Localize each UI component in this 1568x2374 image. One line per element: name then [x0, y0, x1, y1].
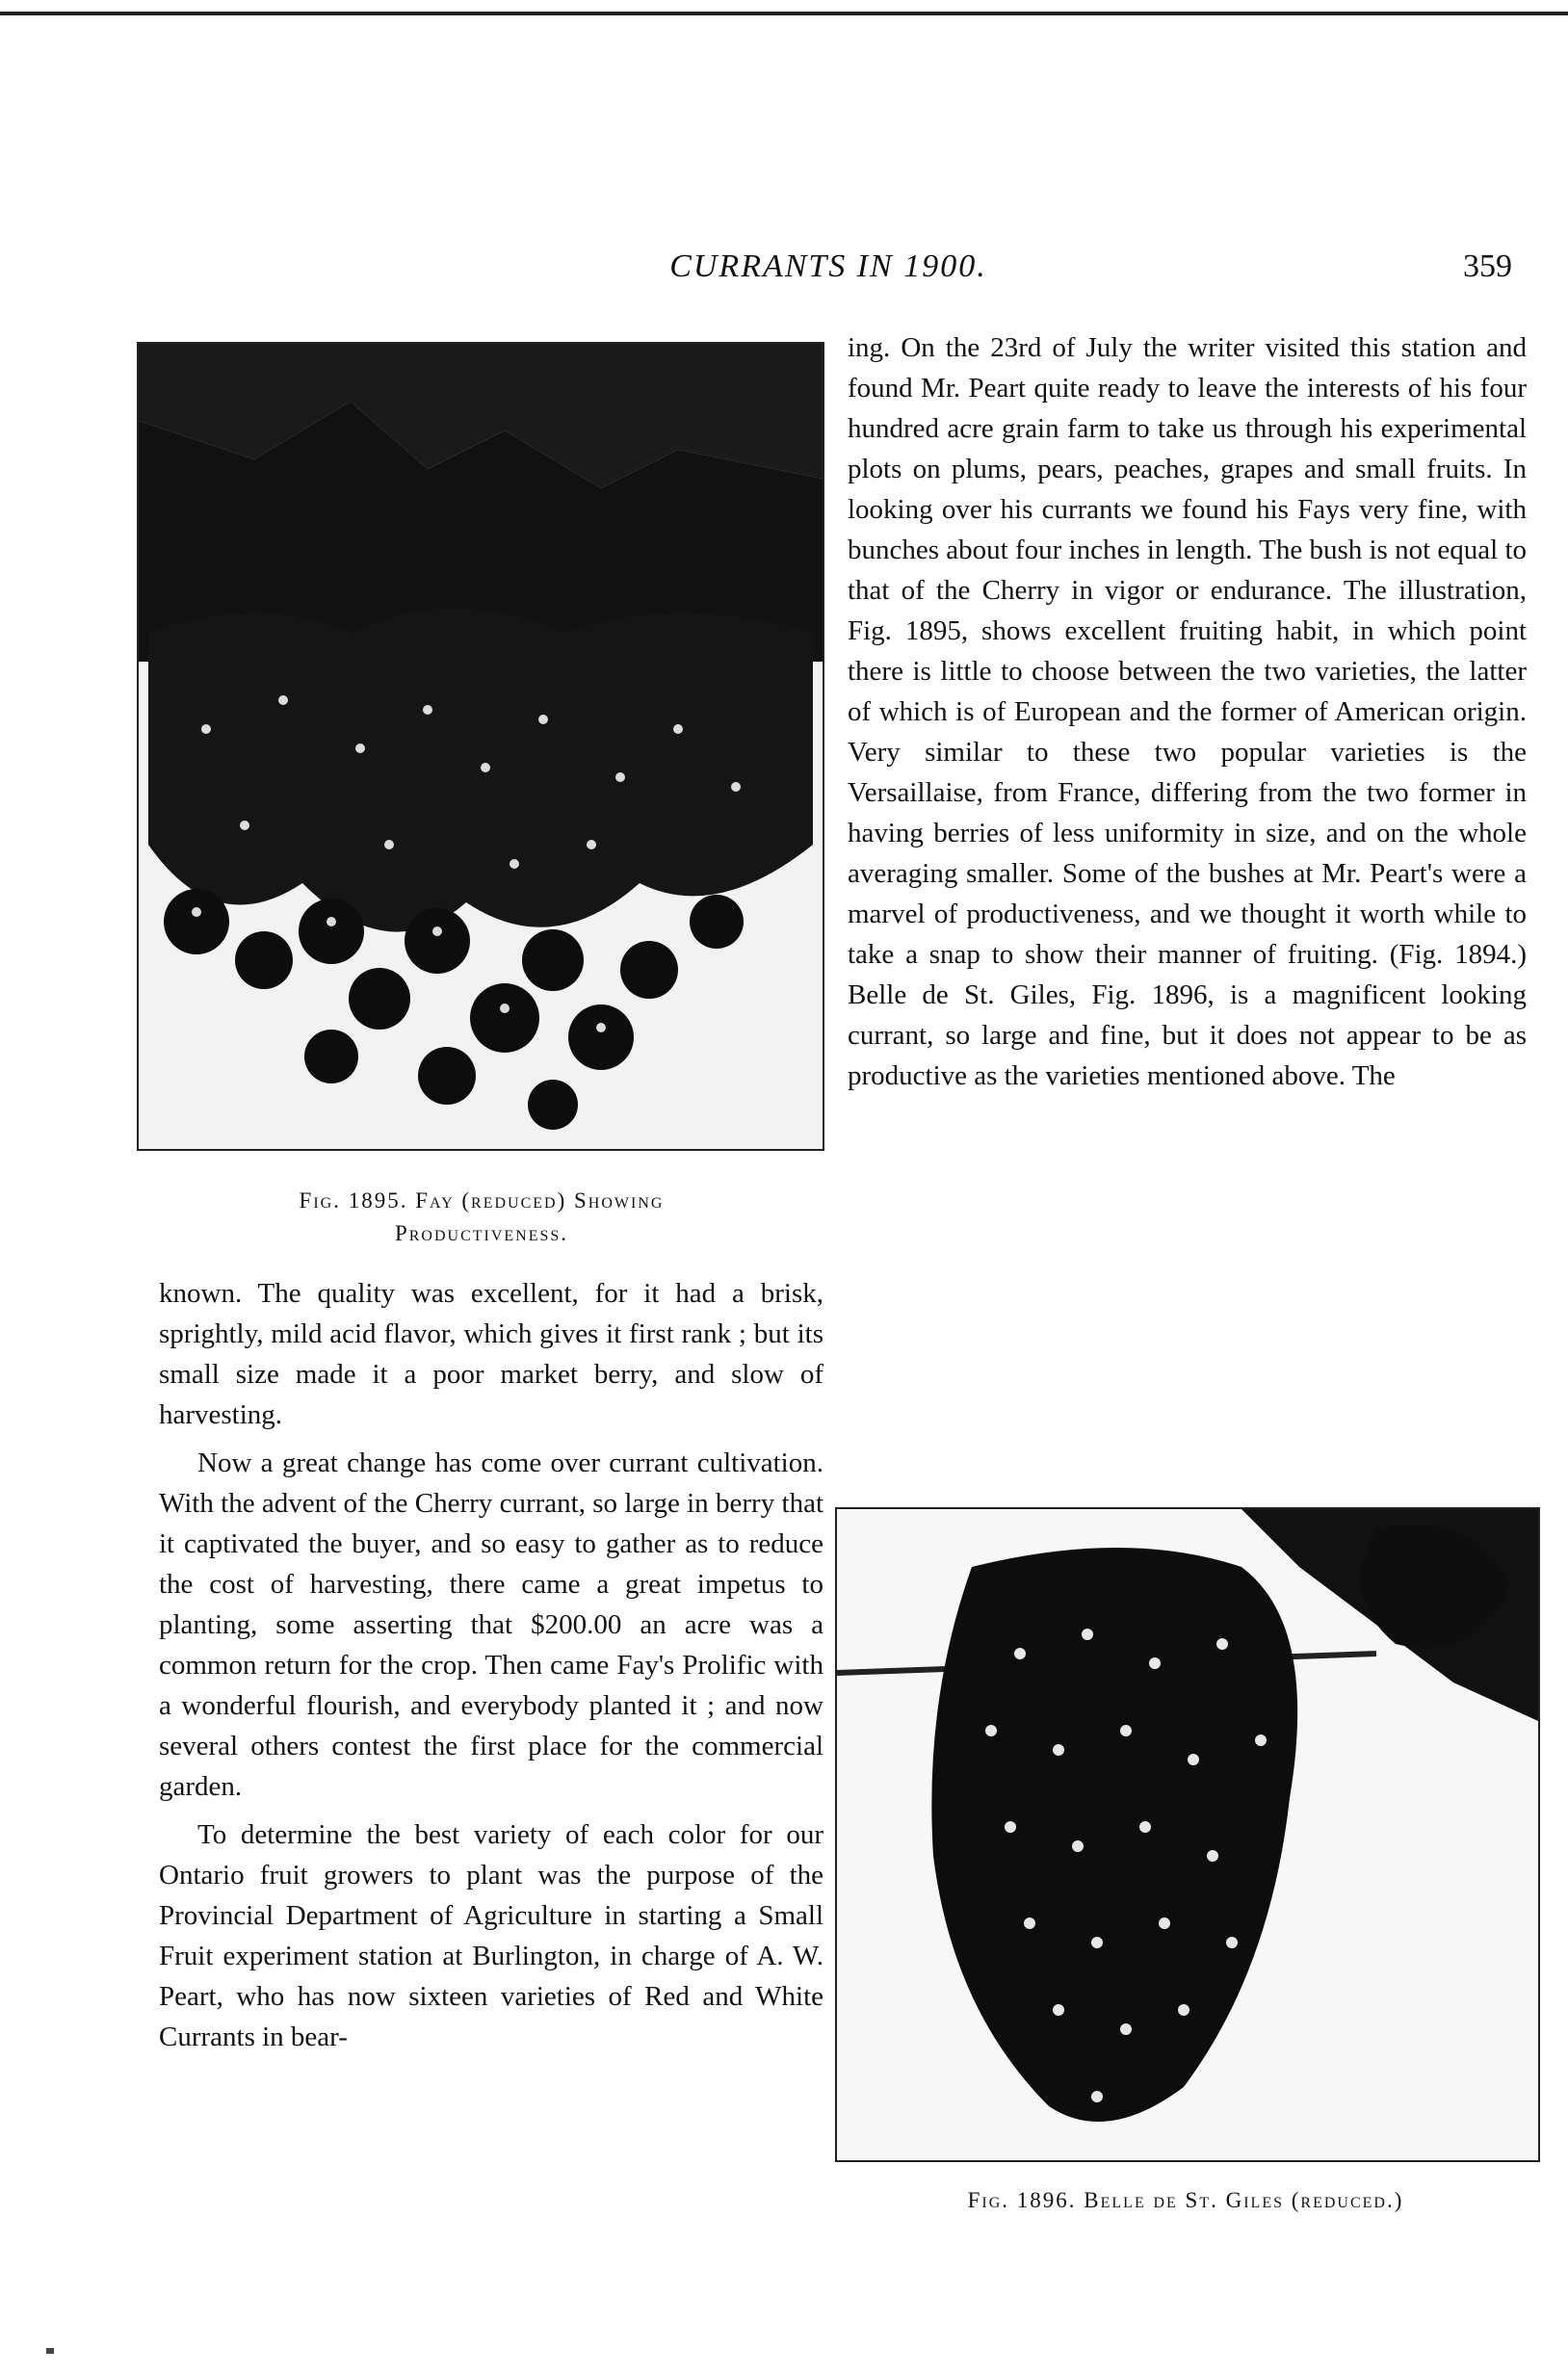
- right-column: [848, 327, 1527, 1096]
- currant-cluster-photo-1895: [139, 344, 823, 1149]
- top-rule: [0, 12, 1568, 15]
- scan-speck: [46, 2348, 54, 2354]
- figure-1895-caption-line1: Fig. 1895. Fay (reduced) Showing: [299, 1188, 665, 1213]
- right-paragraph-1: ing. On the 23rd of July the writer visited this station and found Mr. Peart quite ready to leave the interests of his four hundred acre grain farm to take us through his experimental plots on plums, pears, peaches, grapes and small fruits. In looking over his currants we found his Fays very fine, with bunches about four inches in length. The bush is not equal to that of the Cherry in vigor or endurance. The illustration, Fig. 1895, shows excellent fruiting habit, in which point there is little to choose between the two varieties, the latter of which is of European and the former of American origin. Very similar to these two popular varieties is the Versaillaise, from France, differing from the two former in having berries of less uniformity in size, and on the whole averaging smaller. Some of the bushes at Mr. Peart's were a marvel of productiveness, and we thought it worth while to take a snap to show their manner of fruiting. (Fig. 1894.) Belle de St. Giles, Fig. 1896, is a magnificent looking currant, so large and fine, but it does not appear to be as productive as the varieties mentioned above. The: [848, 332, 1528, 1091]
- left-paragraph-3: To determine the best variety of each color for our Ontario fruit growers to plant was the purpose of the Provincial Department of Agriculture in starting a Small Fruit experiment station at Burlington, in charge of A. W. Peart, who has now sixteen varieties of Red and White Currants in bear-: [159, 1819, 823, 2052]
- figure-1896-caption: Fig. 1896. Belle de St. Giles (reduced.): [967, 2188, 1404, 2212]
- page-number: 359: [1463, 248, 1512, 284]
- left-column: [159, 1273, 823, 2057]
- running-head: CURRANTS IN 1900.: [669, 248, 987, 284]
- left-paragraph-2: Now a great change has come over currant cultivation. With the advent of the Cherry currant, so large in berry that it captivated the buyer, and so easy to gather as to reduce the cost of harvesting, there came a great impetus to planting, some asserting that $200.00 an acre was a common return for the crop. Then came Fay's Prolific with a wonderful flourish, and everybody planted it ; and now several others contest the first place for the commercial garden.: [159, 1448, 823, 1802]
- figure-1895-caption-line2: Productiveness.: [394, 1221, 569, 1245]
- currant-cluster-photo-1896: [837, 1509, 1538, 2160]
- left-paragraph-1: known. The quality was excellent, for it had a brisk, sprightly, mild acid flavor, which gives it first rank ; but its small size made it a poor market berry, and slow of harvesting.: [159, 1278, 823, 1430]
- figure-1896-photo: [835, 1507, 1540, 2162]
- figure-1895-caption: [144, 1185, 819, 1250]
- figure-1895-photo: [137, 342, 824, 1151]
